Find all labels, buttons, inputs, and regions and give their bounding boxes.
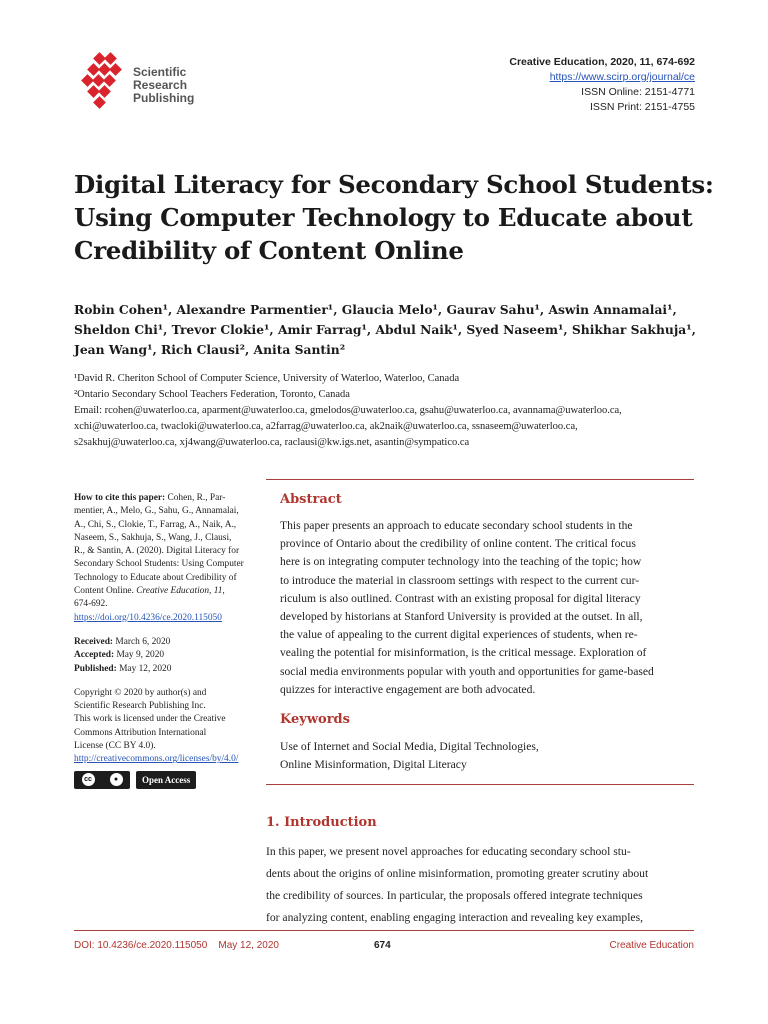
received-label: Received: [74, 636, 114, 647]
intro-line: for analyzing content, enabling engaging interaction and revealing key examples, [266, 911, 643, 924]
issn-print: ISSN Print: 2151-4755 [589, 101, 695, 113]
copyright-line: Scientific Research Publishing Inc. [74, 701, 206, 712]
footer-date: May 12, 2020 [218, 940, 279, 951]
accepted-label: Accepted: [74, 650, 115, 661]
intro-line: In this paper, we present novel approaches for educating secondary school stu- [266, 845, 631, 858]
published-date: May 12, 2020 [116, 663, 172, 674]
affiliation-line: ²Ontario Secondary School Teachers Federation, Toronto, Canada [74, 389, 350, 400]
doi-link[interactable]: https://doi.org/10.4236/ce.2020.115050 [74, 612, 222, 623]
received-date: March 6, 2020 [113, 636, 171, 647]
copyright-line: Copyright © 2020 by author(s) and [74, 687, 207, 698]
abstract-top-rule [266, 479, 694, 480]
copyright-line: Commons Attribution International [74, 727, 207, 738]
abstract-line: quizzes for interactive engagement are both advocated. [280, 682, 536, 696]
scirp-diamond-icon [78, 52, 128, 110]
title-line: Digital Literacy for Secondary School Students: [74, 170, 714, 199]
cite-label: How to cite this paper: [74, 493, 166, 503]
title-line: Using Computer Technology to Educate about [74, 203, 693, 232]
page-number: 674 [374, 940, 391, 951]
introduction-body [266, 841, 694, 929]
abstract-line: vealing the potential for misinformation, is the critical message. Exploration of [280, 646, 647, 660]
attribution-icon: ● [110, 773, 123, 786]
email-line: s2sakhuj@uwaterloo.ca, xj4wang@uwaterloo.ca, raclausi@kw.igs.net, asantin@sympatico.ca [74, 437, 470, 448]
keywords-heading: Keywords [280, 712, 350, 727]
abstract-line: province of Ontario about the credibility of online content. The critical focus [280, 537, 636, 551]
cc-by-badge[interactable] [74, 771, 130, 789]
introduction-heading: 1. Introduction [266, 815, 377, 830]
copyright-line: This work is licensed under the Creative [74, 714, 226, 725]
journal-citation: Creative Education, 2020, 11, 674-692 [509, 56, 695, 68]
cite-line: Secondary School Students: Using Computer [74, 559, 244, 570]
copyright-line: License (CC BY 4.0). [74, 741, 156, 752]
license-link[interactable]: http://creativecommons.org/licenses/by/4.0/ [74, 754, 239, 765]
keywords-bottom-rule [266, 784, 694, 785]
cite-line: Content Online. [74, 586, 134, 597]
abstract-line: here is on integrating computer technology into the teaching of the topic; how [280, 555, 642, 569]
footer-rule [74, 930, 694, 931]
license-badges [74, 771, 266, 789]
intro-line: the credibility of sources. In particular, the proposals offered integrate techniques [266, 889, 643, 902]
cite-line: A., Chi, S., Clokie, T., Farrag, A., Naik, A., [74, 519, 237, 530]
paper-title [74, 168, 714, 267]
cc-icon: cc [82, 773, 95, 786]
footer-doi: DOI: 10.4236/ce.2020.115050 May 12, 2020 [74, 940, 279, 951]
cite-journal: Creative Education, 11, [133, 586, 225, 597]
abstract-line: the value of appealing to the current digital experiences of students, when re- [280, 628, 638, 642]
author-line: Jean Wang¹, Rich Clausi², Anita Santin² [74, 342, 346, 357]
author-line: Sheldon Chi¹, Trevor Clokie¹, Amir Farrag¹, Abdul Naik¹, Syed Naseem¹, Shikhar Sakhuja¹, [74, 322, 696, 337]
keywords-body [280, 738, 694, 773]
author-line: Robin Cohen¹, Alexandre Parmentier¹, Glaucia Melo¹, Gaurav Sahu¹, Aswin Annamalai¹, [74, 302, 677, 317]
abstract-line: riculum is also outlined. Contrast with an existing proposal for digital literacy [280, 591, 641, 605]
issn-online: ISSN Online: 2151-4771 [581, 86, 695, 98]
email-line: Email: rcohen@uwaterloo.ca, aparment@uwaterloo.ca, gmelodos@uwaterloo.ca, gsahu@uwaterloo.ca, avannama@uwaterloo.ca, [74, 405, 622, 416]
cite-line: Technology to Educate about Credibility of [74, 572, 237, 583]
keywords-line: Use of Internet and Social Media, Digital Technologies, [280, 740, 539, 753]
abstract-line: to introduce the material in classroom settings with respect to the current cur- [280, 573, 640, 587]
author-list [74, 300, 694, 360]
journal-url-link[interactable]: https://www.scirp.org/journal/ce [549, 71, 695, 83]
affiliations [74, 371, 694, 451]
cite-line: mentier, A., Melo, G., Sahu, G., Annamalai, [74, 506, 239, 517]
email-line: xchi@uwaterloo.ca, twacloki@uwaterloo.ca, a2farrag@uwaterloo.ca, ak2naik@uwaterloo.ca, ssnaseem@uwaterloo.ca, [74, 421, 578, 432]
cite-line: Naseem, S., Sakhuja, S., Wang, J., Clausi, [74, 532, 232, 543]
logo-line-2: Research [133, 78, 188, 92]
abstract-body [280, 517, 694, 699]
publisher-logo [78, 52, 208, 110]
intro-line: dents about the origins of online misinformation, promoting greater scrutiny about [266, 867, 649, 880]
footer-journal: Creative Education [609, 940, 694, 951]
logo-line-3: Publishing [133, 91, 195, 105]
abstract-line: social media environments popular with youth and opportunities for game-based [280, 664, 654, 678]
abstract-line: developed by historians at Stanford University is provided at the outset. In all, [280, 610, 643, 624]
abstract-heading: Abstract [280, 492, 342, 507]
open-access-badge: Open Access [136, 771, 196, 789]
title-line: Credibility of Content Online [74, 236, 464, 265]
abstract-line: This paper presents an approach to educate secondary school students in the [280, 519, 633, 532]
how-to-cite [74, 492, 266, 505]
citation-sidebar [74, 492, 266, 789]
cite-line: R., & Santin, A. (2020). Digital Literacy for [74, 546, 240, 557]
cite-pages: 674-692. [74, 599, 108, 610]
affiliation-line: ¹David R. Cheriton School of Computer Science, University of Waterloo, Waterloo, Canada [74, 373, 460, 384]
logo-line-1: Scientific [133, 65, 187, 79]
cite-line: Cohen, R., Par- [165, 493, 226, 503]
accepted-date: May 9, 2020 [114, 650, 165, 661]
journal-info [509, 55, 695, 115]
published-label: Published: [74, 663, 117, 674]
keywords-line: Online Misinformation, Digital Literacy [280, 757, 467, 771]
